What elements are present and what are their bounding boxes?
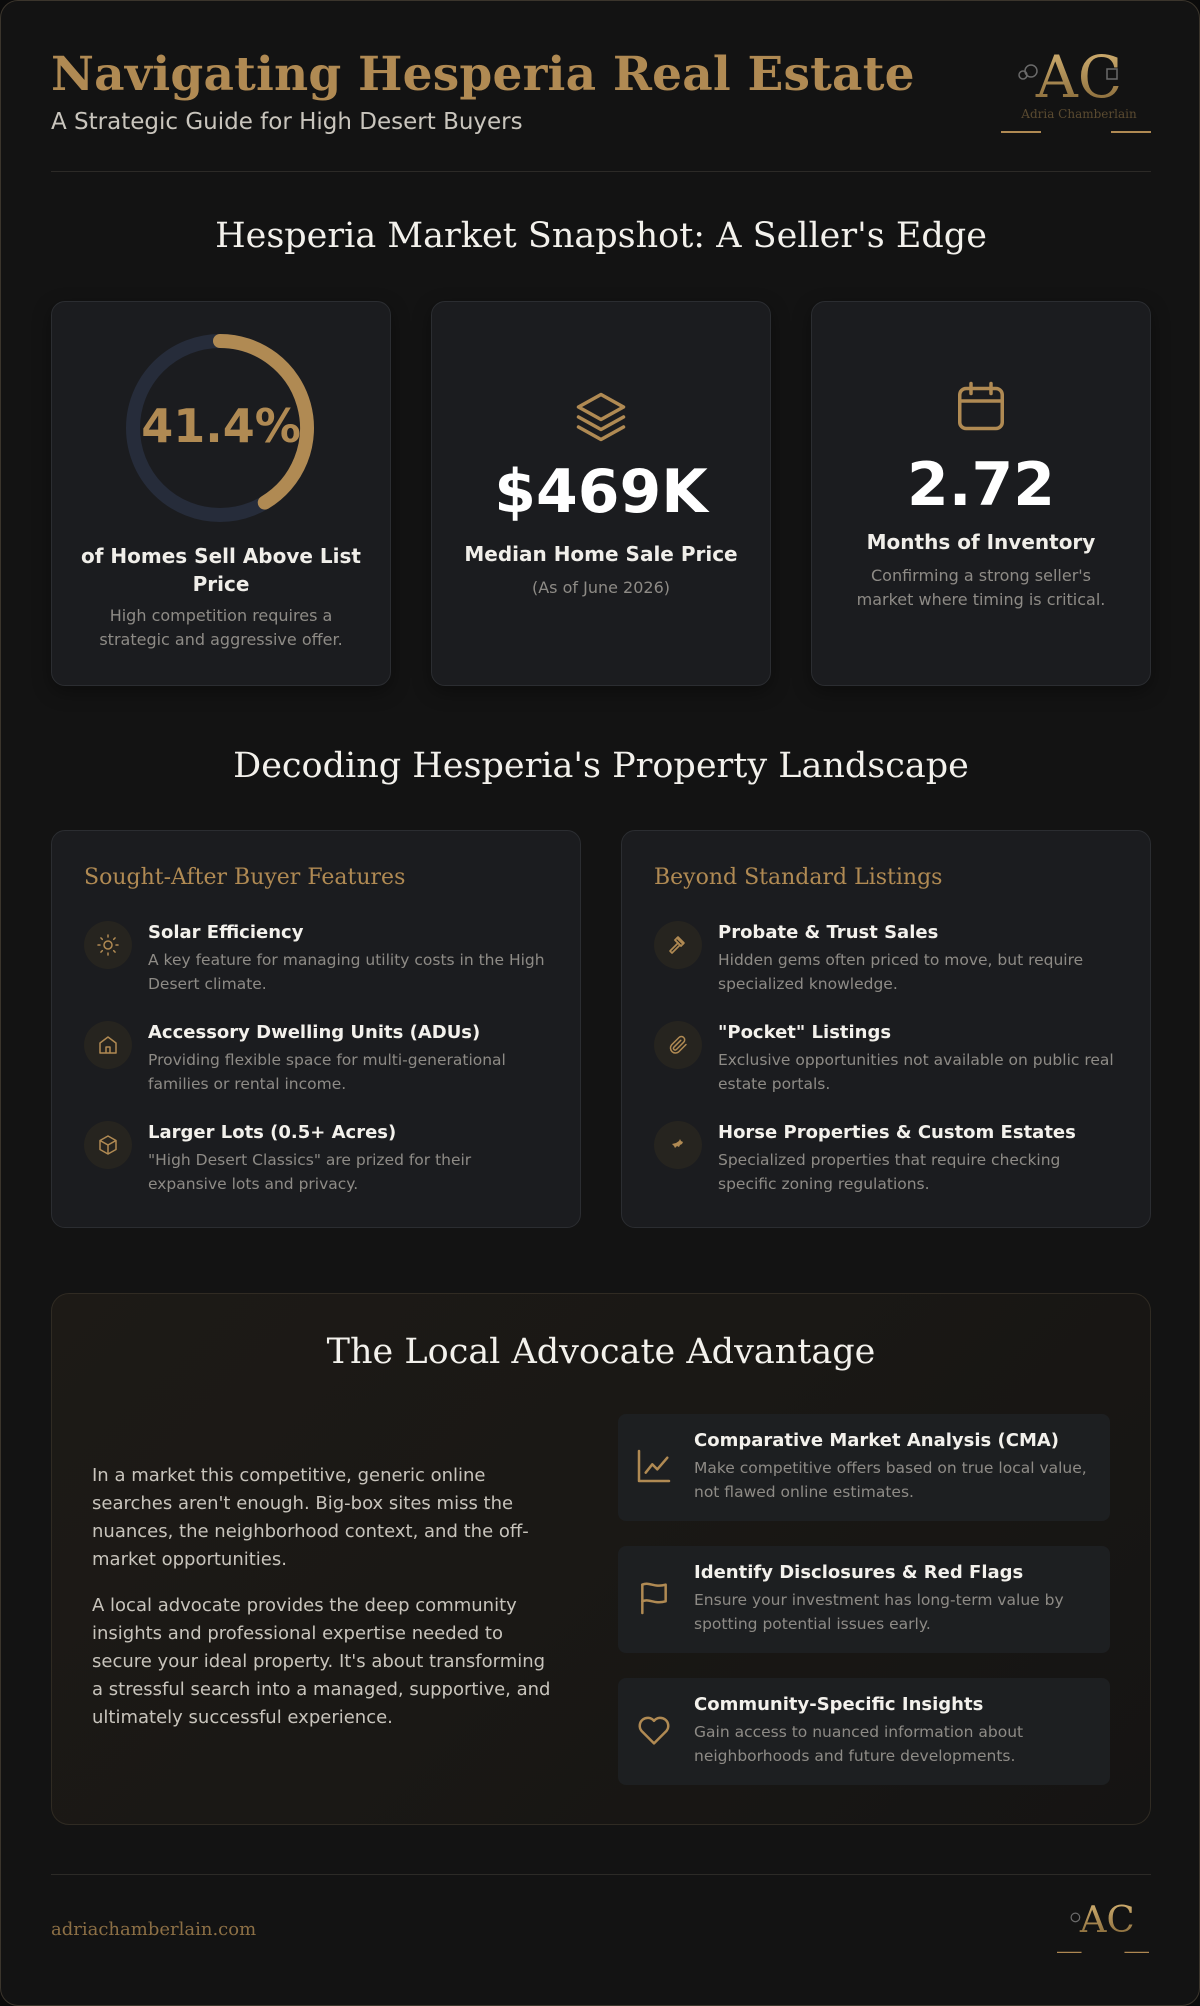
logo-name: Adria Chamberlain xyxy=(1021,107,1137,121)
median-price-value: $469K xyxy=(494,457,708,527)
snapshot-title: Hesperia Market Snapshot: A Seller's Edge xyxy=(215,216,987,256)
advantage-title: Identify Disclosures & Red Flags xyxy=(694,1562,1024,1583)
footer-logo-monogram: AC xyxy=(1079,1898,1135,1942)
features-card xyxy=(51,830,581,1228)
heart-icon xyxy=(634,1710,674,1750)
header-divider xyxy=(51,171,1151,172)
list-item xyxy=(654,1117,1124,1207)
inventory-value: 2.72 xyxy=(906,450,1056,520)
advocate-panel xyxy=(51,1293,1151,1825)
list-item xyxy=(84,917,554,1007)
list-item xyxy=(618,1546,1110,1653)
advantage-desc: Gain access to nuanced information about neighborhoods and future developments. xyxy=(694,1723,1024,1765)
inventory-label: Months of Inventory xyxy=(866,530,1096,554)
advocate-title: The Local Advocate Advantage xyxy=(326,1332,876,1372)
brand-logo xyxy=(1001,41,1151,141)
listing-desc: Exclusive opportunities not available on public real estate portals. xyxy=(718,1051,1114,1093)
advantage-title: Community-Specific Insights xyxy=(694,1694,984,1715)
page-title: Navigating Hesperia Real Estate xyxy=(51,47,915,102)
median-price-date: (As of June 2026) xyxy=(531,578,670,597)
header xyxy=(51,41,1151,171)
cube-icon xyxy=(84,1121,132,1169)
list-item xyxy=(654,1017,1124,1107)
features-card-title: Sought-After Buyer Features xyxy=(84,865,406,890)
list-item xyxy=(654,917,1124,1007)
list-item xyxy=(618,1678,1110,1785)
advantage-title: Comparative Market Analysis (CMA) xyxy=(694,1430,1060,1451)
feature-title: Accessory Dwelling Units (ADUs) xyxy=(148,1022,481,1043)
home-icon xyxy=(84,1021,132,1069)
feature-title: Larger Lots (0.5+ Acres) xyxy=(148,1122,397,1143)
stat-card-median-price xyxy=(431,301,771,686)
above-list-label: of Homes Sell Above List Price xyxy=(81,544,361,596)
above-list-desc: High competition requires a strategic and aggressive offer. xyxy=(99,606,343,649)
gavel-icon xyxy=(654,921,702,969)
logo-monogram: AC xyxy=(1035,43,1123,111)
feature-desc: A key feature for managing utility costs in the High Desert climate. xyxy=(148,951,545,993)
calendar-icon xyxy=(951,376,1011,436)
listing-title: "Pocket" Listings xyxy=(718,1022,892,1043)
advocate-paragraph: A local advocate provides the deep community insights and professional expertise needed to secure your ideal property. It's about transforming a stressful search into a managed, supportive, and ultimately successful experience. xyxy=(92,1595,551,1728)
feature-desc: "High Desert Classics" are prized for their expansive lots and privacy. xyxy=(148,1151,472,1193)
horse-icon xyxy=(654,1121,702,1169)
advantage-desc: Ensure your investment has long-term value by spotting potential issues early. xyxy=(694,1591,1064,1633)
list-item xyxy=(84,1117,554,1207)
advocate-paragraph: In a market this competitive, generic online searches aren't enough. Big-box sites miss the nuances, the neighborhood context, and the off-market opportunities. xyxy=(92,1465,529,1570)
sun-icon xyxy=(84,921,132,969)
layers-icon xyxy=(571,387,631,447)
flag-icon xyxy=(634,1578,674,1618)
listings-card xyxy=(621,830,1151,1228)
list-item xyxy=(84,1017,554,1107)
feature-desc: Providing flexible space for multi-generational families or rental income. xyxy=(148,1051,506,1093)
page-subtitle: A Strategic Guide for High Desert Buyers xyxy=(51,109,523,135)
feature-title: Solar Efficiency xyxy=(148,922,304,943)
listing-desc: Hidden gems often priced to move, but require specialized knowledge. xyxy=(718,951,1084,993)
chart-line-icon xyxy=(634,1446,674,1486)
stat-card-inventory xyxy=(811,301,1151,686)
listings-card-title: Beyond Standard Listings xyxy=(654,865,943,890)
above-list-value: 41.4% xyxy=(141,399,301,453)
listing-title: Probate & Trust Sales xyxy=(718,922,939,943)
list-item xyxy=(618,1414,1110,1521)
footer-divider xyxy=(51,1874,1151,1875)
advantage-desc: Make competitive offers based on true local value, not flawed online estimates. xyxy=(694,1459,1087,1501)
footer-website-link[interactable]: adriachamberlain.com xyxy=(51,1919,257,1940)
listing-desc: Specialized properties that require checking specific zoning regulations. xyxy=(718,1151,1061,1193)
paperclip-icon xyxy=(654,1021,702,1069)
footer-brand-logo xyxy=(1057,1895,1149,1957)
listing-title: Horse Properties & Custom Estates xyxy=(718,1122,1076,1143)
median-price-label: Median Home Sale Price xyxy=(464,542,738,566)
inventory-desc: Confirming a strong seller's market where timing is critical. xyxy=(856,566,1106,609)
stat-card-above-list xyxy=(51,301,391,686)
landscape-title: Decoding Hesperia's Property Landscape xyxy=(233,746,969,786)
